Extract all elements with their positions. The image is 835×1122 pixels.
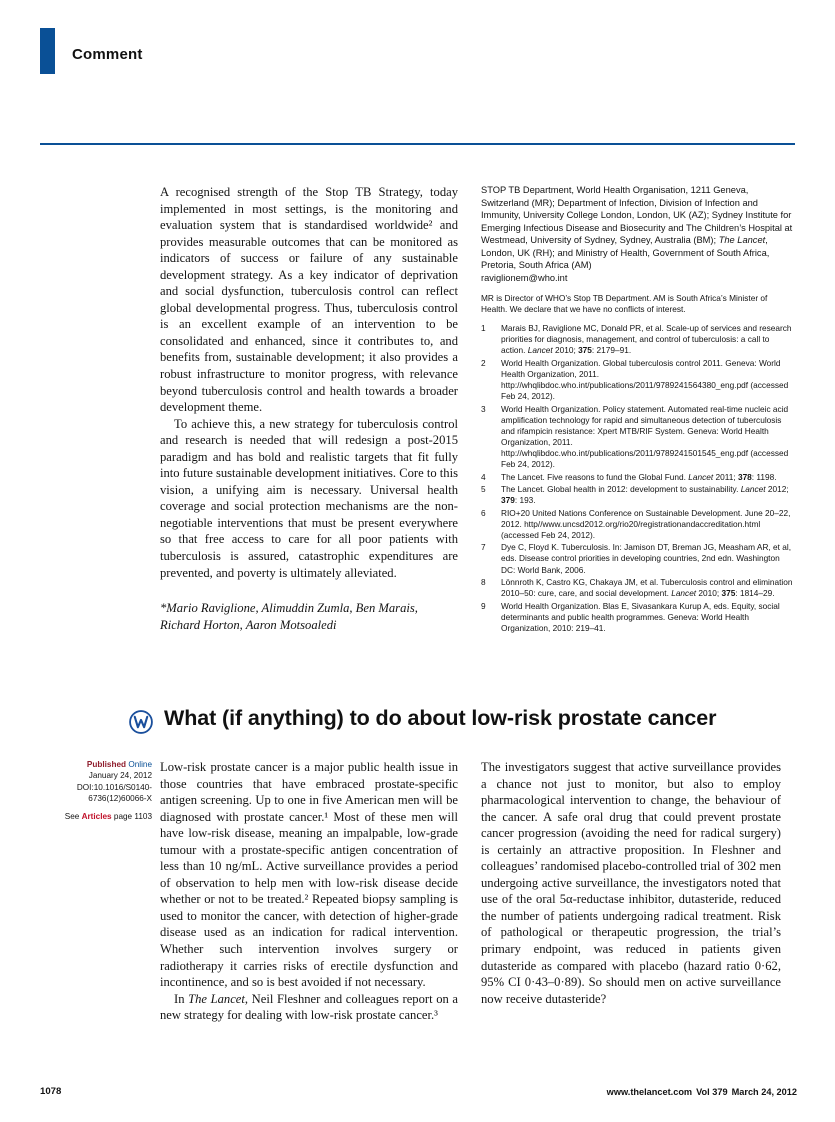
conflict-of-interest-statement: MR is Director of WHO’s Stop TB Department. AM is South Africa’s Minister of Health. We declare that we have no conflicts of interest. <box>481 293 768 315</box>
affiliations-post: , London, UK (RH); and Ministry of Health, Government of South Africa, Pretoria, South Africa (AM) <box>481 235 770 270</box>
article-paragraph: The investigators suggest that active surveillance provides a chance not just to monitor, but also to employ pharmacological intervention to change, the behaviour of the cancer. A safe oral drug that could prevent prostate cancer progression (avoiding the need for radical surgery) is certainly an attractive proposition. In Fleshner and colleagues’ randomised placebo-controlled trial of 302 men undergoing active surveillance, the investigators noted that use of the oral 5α-reductase inhibitor, dutasteride, reduced the number of patients undergoing radical treatment. Risk of pathological or therapeutic progression, the trial’s primary endpoint, was reduced in patients given dutasteride as compared with placebo (hazard ratio 0·62, 95% CI 0·43–0·89). So should men on active surveillance now receive dutasteride? <box>481 760 781 1006</box>
footer-volume: Vol 379 <box>696 1087 728 1097</box>
reference-number: 5 <box>481 484 486 495</box>
reference-item <box>481 358 795 402</box>
reference-item <box>481 601 795 634</box>
reference-item <box>481 404 795 471</box>
comment-paragraph: To achieve this, a new strategy for tuberculosis control and research is needed that will redesign a post-2015 paradigm and has bold and realistic targets that fit fully into future sustainable development initiatives. Core to this vision, a unifying aim is necessary. Universal health coverage and social protection mechanisms are the non-negotiable interventions that must be present everywhere so that free access to care for all poor patients with tuberculosis is assured, catastrophic expenditures are prevented, and poverty is ultimately alleviated. <box>160 416 458 580</box>
reference-number: 3 <box>481 403 486 414</box>
footer-page-number: 1078 <box>40 1086 62 1097</box>
reference-text: The Lancet. Global health in 2012: development to sustainability. Lancet 2012; 379: 193. <box>501 484 789 506</box>
reference-number: 7 <box>481 542 486 553</box>
reference-text: Marais BJ, Raviglione MC, Donald PR, et al. Scale-up of services and research priorities for diagnosis, management, and control of tuberculosis: a call to action. Lancet 2010; 375: 2179–91. <box>501 323 792 356</box>
article-title: What (if anything) to do about low-risk prostate cancer <box>164 706 717 730</box>
footer-source-line <box>607 1087 797 1097</box>
see-prefix: See <box>64 812 82 822</box>
published-online-label <box>40 759 152 770</box>
reference-text: The Lancet. Five reasons to fund the Global Fund. Lancet 2011; 378: 1198. <box>501 471 777 482</box>
reference-number: 9 <box>481 600 486 611</box>
article-margin-notes <box>40 759 152 822</box>
reference-text: Dye C, Floyd K. Tuberculosis. In: Jamison DT, Breman JG, Measham AR, et al, eds. Disease control priorities in developing countries, 2nd edn. Washington DC: World Bank, 2006. <box>501 542 792 575</box>
reference-text: World Health Organization. Blas E, Sivasankara Kurup A, eds. Equity, social determinants and public health programmes. Geneva: World Health Organization, 2010: 219–41. <box>501 600 780 633</box>
reference-item <box>481 323 795 356</box>
doi-line-2: 6736(12)60066-X <box>88 793 152 803</box>
section-label: Comment <box>72 46 143 63</box>
affiliations-pre: STOP TB Department, World Health Organisation, 1211 Geneva, Switzerland (MR); Department of Infection, Division of Infection and Immunity, University College London, London, UK (AZ); Sydney Institute for Emerging Infectious Disease and Biosecurity and The Children’s Hospital at Westmead, University of Sydney, Sydney, Australia (BM); <box>481 185 793 245</box>
comment-authors: *Mario Raviglione, Alimuddin Zumla, Ben Marais, Richard Horton, Aaron Motsoaledi <box>160 601 418 632</box>
reference-text: World Health Organization. Policy statement. Automated real-time nucleic acid amplification technology for rapid and simultaneous detection of tuberculosis and rifampicin resistance: Xpert MTB/RIF System. Geneva: World Health Organization, 2011. http://whqlibdoc.who.int/publications/2011/9789241501545_eng.pdf (accessed Feb 24, 2012). <box>501 403 789 470</box>
published-date: January 24, 2012 <box>88 771 152 781</box>
affiliations-journal-name: The Lancet <box>718 235 766 245</box>
reference-list <box>481 323 795 634</box>
author-affiliations <box>481 184 795 272</box>
online-label: Online <box>128 760 152 769</box>
paragraph-post: , Neil Fleshner and colleagues report on a new strategy for dealing with low-risk prostate cancer.³ <box>160 991 459 1023</box>
see-suffix: page 1103 <box>111 812 152 822</box>
articles-link[interactable]: Articles <box>81 812 112 822</box>
article-paragraph: Low-risk prostate cancer is a major public health issue in those countries that have embraced prostate-specific antigen screening. Up to one in five American men will be diagnosed with prostate cancer.¹ Most of these men will have low-risk disease, meaning an impalpable, low-grade tumour with a prostate-specific antigen concentration of less than 10 ng/mL. Active surveillance provides a period of observation to help men with low-risk disease decide whether or not to be treated.² Repeated biopsy sampling is used to monitor the cancer, with detection of higher-grade disease used as an indication for radical intervention. Whether such intervention involves surgery or radiotherapy it carries risks of erectile dysfunction and incontinence, and so is best avoided if not necessary. <box>160 760 458 990</box>
reference-item <box>481 472 795 483</box>
article-paragraph <box>160 991 458 1024</box>
header-divider-rule <box>40 143 795 145</box>
article-heading <box>128 706 798 746</box>
paragraph-pre: In <box>174 991 189 1006</box>
reference-item <box>481 542 795 575</box>
lancet-w-logo-icon <box>128 709 154 735</box>
reference-item <box>481 484 795 506</box>
reference-text: World Health Organization. Global tuberculosis control 2011. Geneva: World Health Organization, 2011. http://whqlibdoc.who.int/publications/2011/9789241564380_eng.pdf (accessed Feb 24, 2012). <box>501 357 789 402</box>
reference-number: 4 <box>481 471 486 482</box>
reference-number: 1 <box>481 323 486 334</box>
published-label: Published <box>86 760 127 769</box>
comment-right-column <box>481 184 795 635</box>
reference-text: RIO+20 United Nations Conference on Sustainable Development. June 20–22, 2012. http//www.uncsd2012.org/rio20/registrationandaccreditation.html (accessed Feb 24, 2012). <box>501 507 791 540</box>
article-left-column <box>160 759 458 1024</box>
footer-date: March 24, 2012 <box>731 1087 797 1097</box>
reference-item <box>481 577 795 599</box>
footer-website[interactable]: www.thelancet.com <box>606 1087 693 1097</box>
section-accent-mark <box>40 28 55 74</box>
reference-text: Lönnroth K, Castro KG, Chakaya JM, et al. Tuberculosis control and elimination 2010–50: cure, care, and social development. Lancet 2010; 375: 1814–29. <box>501 576 793 599</box>
comment-left-column <box>160 184 458 633</box>
page-header <box>40 28 800 74</box>
article-right-column <box>481 759 781 1007</box>
reference-number: 8 <box>481 576 486 587</box>
journal-name-italic: The Lancet <box>188 991 245 1006</box>
reference-number: 6 <box>481 507 486 518</box>
corresponding-email[interactable]: raviglionem@who.int <box>481 272 568 283</box>
see-articles-note[interactable] <box>40 811 152 822</box>
reference-number: 2 <box>481 357 486 368</box>
comment-paragraph: A recognised strength of the Stop TB Strategy, today implemented in most settings, is the monitoring and evaluation system that is standardised worldwide² and provides measurable outcomes that can be monitored as indicators of success or failure of any sustainable development strategy. As a key indicator of deprivation and social dysfunction, tuberculosis control can reflect global developmental progress. Thus, tuberculosis control is an excellent example of an intervention to be consolidated and enhanced, since it contributes to, and benefits from, sustainable development; it also provides a robust infrastructure to monitor progress, with relevance beyond tuberculosis control and health towards a broader development theme. <box>160 185 458 415</box>
doi-line-1: DOI:10.1016/S0140- <box>76 782 152 792</box>
reference-item <box>481 508 795 541</box>
